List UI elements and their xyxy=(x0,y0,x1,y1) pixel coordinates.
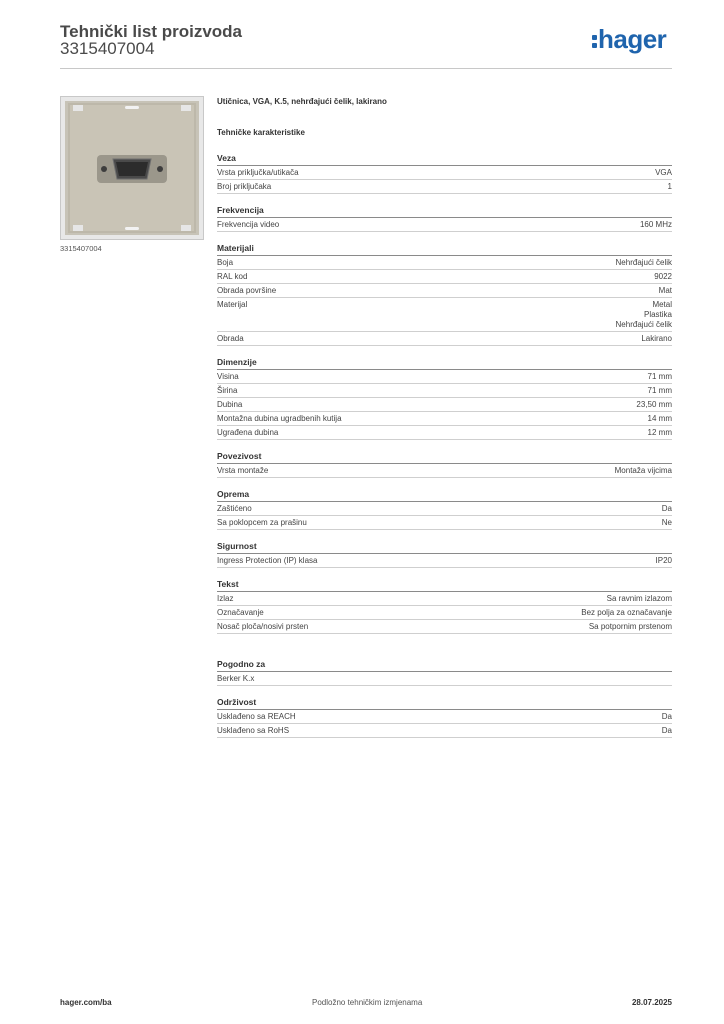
section-title: Pogodno za xyxy=(217,658,672,672)
section-title: Održivost xyxy=(217,696,672,710)
spec-value xyxy=(662,518,672,528)
spec-value-line: 23,50 mm xyxy=(636,400,672,409)
spec-value xyxy=(607,594,672,604)
spec-section xyxy=(217,696,672,738)
spec-value xyxy=(656,556,672,566)
spec-row xyxy=(217,426,672,440)
section-title: Tekst xyxy=(217,578,672,592)
spec-row xyxy=(217,370,672,384)
spec-label: Širina xyxy=(217,386,238,395)
spec-label: Berker K.x xyxy=(217,674,255,683)
section-title: Frekvencija xyxy=(217,204,672,218)
spec-value-line: Nehrđajući čelik xyxy=(615,258,672,267)
spec-label: Obrada xyxy=(217,334,244,343)
spec-row xyxy=(217,502,672,516)
spec-row xyxy=(217,620,672,634)
spec-value-line: Da xyxy=(661,504,672,513)
vga-socket-product-image xyxy=(61,97,203,239)
spec-row xyxy=(217,554,672,568)
spec-value-line: Ne xyxy=(661,518,672,527)
product-code: 3315407004 xyxy=(60,39,155,58)
spec-value-line: VGA xyxy=(655,168,672,177)
spec-value-line: Bez polja za označavanje xyxy=(581,608,672,617)
spec-row xyxy=(217,384,672,398)
spec-section xyxy=(217,540,672,568)
spec-row xyxy=(217,332,672,346)
spec-value-line: Lakirano xyxy=(641,334,672,343)
spec-label: Izlaz xyxy=(217,594,234,603)
spec-label: Usklađeno sa REACH xyxy=(217,712,296,721)
specification-table xyxy=(217,96,672,748)
spec-value-line: Plastika xyxy=(643,310,672,319)
spec-row xyxy=(217,592,672,606)
footer-website[interactable]: hager.com/ba xyxy=(60,998,112,1007)
spec-label: Montažna dubina ugradbenih kutija xyxy=(217,414,342,423)
spec-value-line: Sa potpornim prstenom xyxy=(588,622,672,631)
spec-label: Broj priključaka xyxy=(217,182,272,191)
spec-section xyxy=(217,152,672,194)
product-title: Utičnica, VGA, K.5, nehrđajući čelik, lakirano xyxy=(217,97,387,106)
spec-value xyxy=(589,622,672,632)
spec-label: Usklađeno sa RoHS xyxy=(217,726,290,735)
section-title: Veza xyxy=(217,152,672,166)
spec-row xyxy=(217,672,672,686)
spec-value xyxy=(659,286,672,296)
spec-value xyxy=(662,726,672,736)
spec-value-line: Nehrđajući čelik xyxy=(615,320,672,329)
spec-value-line: IP20 xyxy=(655,556,672,565)
spec-row xyxy=(217,464,672,478)
spec-sections xyxy=(217,152,672,738)
spec-value-line: 9022 xyxy=(654,272,672,281)
spec-row xyxy=(217,710,672,724)
spec-value-line: 1 xyxy=(667,182,672,191)
spec-value xyxy=(655,168,672,178)
spec-label: Vrsta priključka/utikača xyxy=(217,168,299,177)
spec-label: Materijal xyxy=(217,300,248,309)
spec-value xyxy=(636,400,672,410)
spec-section xyxy=(217,658,672,686)
spec-label: Sa poklopcem za prašinu xyxy=(217,518,307,527)
spec-label: RAL kod xyxy=(217,272,248,281)
spec-label: Ugrađena dubina xyxy=(217,428,279,437)
spec-value-line: Mat xyxy=(658,286,672,295)
spec-value xyxy=(654,272,672,282)
spec-row xyxy=(217,218,672,232)
spec-row xyxy=(217,298,672,332)
spec-row xyxy=(217,412,672,426)
spec-section xyxy=(217,578,672,634)
header-divider xyxy=(60,68,672,69)
spec-value xyxy=(648,414,672,424)
spec-label: Obrada površine xyxy=(217,286,277,295)
spec-row xyxy=(217,724,672,738)
spec-label: Frekvencija video xyxy=(217,220,280,229)
spec-value-line: 12 mm xyxy=(647,428,672,437)
image-caption: 3315407004 xyxy=(60,244,102,253)
spec-value-line: Da xyxy=(661,726,672,735)
spec-value xyxy=(615,466,672,476)
spec-value xyxy=(662,712,672,722)
footer-date: 28.07.2025 xyxy=(631,998,672,1007)
spec-value xyxy=(648,372,672,382)
spec-value-line: 14 mm xyxy=(647,414,672,423)
spec-value xyxy=(662,504,672,514)
footer-disclaimer: Podložno tehničkim izmjenama xyxy=(312,998,423,1007)
spec-value-line: 71 mm xyxy=(647,372,672,381)
spec-value xyxy=(616,258,672,268)
spec-row xyxy=(217,256,672,270)
spec-label: Označavanje xyxy=(217,608,264,617)
spec-value xyxy=(616,300,672,330)
spec-label: Vrsta montaže xyxy=(217,466,269,475)
spec-row xyxy=(217,284,672,298)
spec-section xyxy=(217,488,672,530)
spec-row xyxy=(217,270,672,284)
logo-text: hager xyxy=(598,24,667,54)
spec-value xyxy=(648,386,672,396)
spec-value xyxy=(641,334,672,344)
section-title: Sigurnost xyxy=(217,540,672,554)
spec-value-line: 160 MHz xyxy=(639,220,672,229)
spec-section xyxy=(217,242,672,346)
product-image-frame xyxy=(60,96,204,240)
spec-section xyxy=(217,204,672,232)
spec-label: Visina xyxy=(217,372,239,381)
hager-logo xyxy=(592,26,666,52)
section-spacer xyxy=(217,644,672,658)
logo-mark-icon xyxy=(592,31,597,48)
spec-value-line: 71 mm xyxy=(647,386,672,395)
spec-row xyxy=(217,606,672,620)
spec-value-line: Sa ravnim izlazom xyxy=(606,594,672,603)
section-title: Povezivost xyxy=(217,450,672,464)
section-title: Oprema xyxy=(217,488,672,502)
spec-value xyxy=(668,182,672,192)
spec-label: Zaštićeno xyxy=(217,504,252,513)
spec-value xyxy=(648,428,672,438)
spec-section xyxy=(217,450,672,478)
section-title: Dimenzije xyxy=(217,356,672,370)
document-title: Tehnički list proizvoda xyxy=(60,22,242,41)
spec-value-line: Montaža vijcima xyxy=(614,466,672,475)
spec-row xyxy=(217,180,672,194)
spec-value-line: Da xyxy=(661,712,672,721)
spec-row xyxy=(217,398,672,412)
spec-label: Boja xyxy=(217,258,234,267)
spec-row xyxy=(217,516,672,530)
spec-label: Dubina xyxy=(217,400,243,409)
spec-section xyxy=(217,356,672,440)
spec-label: Ingress Protection (IP) klasa xyxy=(217,556,318,565)
spec-value xyxy=(640,220,672,230)
spec-label: Nosač ploča/nosivi prsten xyxy=(217,622,309,631)
specs-heading: Tehničke karakteristike xyxy=(217,128,305,137)
section-title: Materijali xyxy=(217,242,672,256)
spec-row xyxy=(217,166,672,180)
spec-value xyxy=(581,608,672,618)
spec-value-line: Metal xyxy=(652,300,672,309)
